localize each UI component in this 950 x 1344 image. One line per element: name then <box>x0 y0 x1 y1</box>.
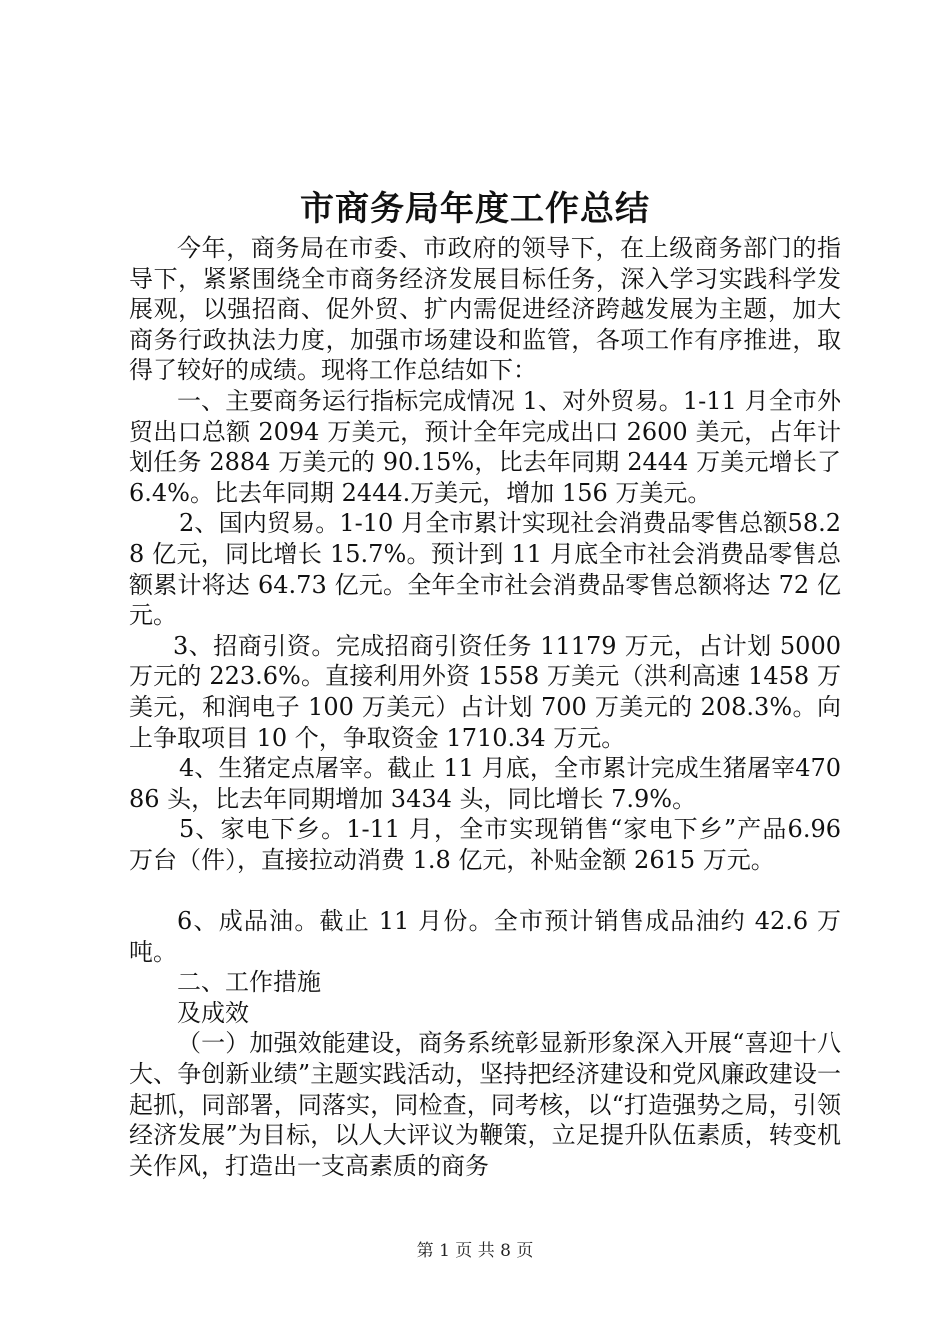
paragraph-pig-slaughter: 4、生猪定点屠宰。截止 11 月底，全市累计完成生猪屠宰47086 头，比去年同期增加 3434 头，同比增长 7.9%。 <box>129 754 841 813</box>
document-title: 市商务局年度工作总结 <box>300 189 650 229</box>
paragraph-foreign-trade: 一、主要商务运行指标完成情况 1、对外贸易。1-11 月全市外贸出口总额 2094 万美元，预计全年完成出口 2600 美元，占年计划任务 2884 万美元的 90.15%，比去年同期 2444 万美元增长了 6.4%。比去年同期 2444.万美元，增加 156 万美元。 <box>129 386 841 507</box>
paragraph-oil-products: 6、成品油。截止 11 月份。全市预计销售成品油约 42.6 万吨。 <box>129 907 841 966</box>
paragraph-domestic-trade: 2、国内贸易。1-10 月全市累计实现社会消费品零售总额58.28 亿元，同比增长 15.7%。预计到 11 月底全市社会消费品零售总额累计将达 64.73 亿元。全年全市社会消费品零售总额将达 72 亿元。 <box>129 509 841 630</box>
document-body <box>129 233 841 1181</box>
paragraph-appliances: 5、家电下乡。1-11 月，全市实现销售“家电下乡”产品6.96 万台（件），直接拉动消费 1.8 亿元，补贴金额 2615 万元。 <box>129 815 841 874</box>
section-heading-measures: 二、工作措施 <box>177 968 321 997</box>
paragraph-investment: 3、招商引资。完成招商引资任务 11179 万元，占计划 5000万元的 223.6%。直接利用外资 1558 万美元（洪利高速 1458 万美元，和润电子 100 万美元）占计划 700 万美元的 208.3%。向上争取项目 10 个，争取资金 1710.34 万元。 <box>129 631 841 752</box>
paragraph-efficiency: （一）加强效能建设，商务系统彰显新形象深入开展“喜迎十八大、争创新业绩”主题实践活动，坚持把经济建设和党风廉政建设一起抓，同部署，同落实，同检查，同考核，以“打造强势之局，引领经济发展”为目标，以人大评议为鞭策，立足提升队伍素质，转变机关作风，打造出一支高素质的商务 <box>129 1029 841 1180</box>
paragraph-intro: 今年，商务局在市委、市政府的领导下，在上级商务部门的指导下，紧紧围绕全市商务经济发展目标任务，深入学习实践科学发展观，以强招商、促外贸、扩内需促进经济跨越发展为主题，加大商务行政执法力度，加强市场建设和监管，各项工作有序推进，取得了较好的成绩。现将工作总结如下： <box>129 234 841 385</box>
page-footer: 第 1 页 共 8 页 <box>416 1241 534 1261</box>
section-heading-results: 及成效 <box>177 998 249 1027</box>
